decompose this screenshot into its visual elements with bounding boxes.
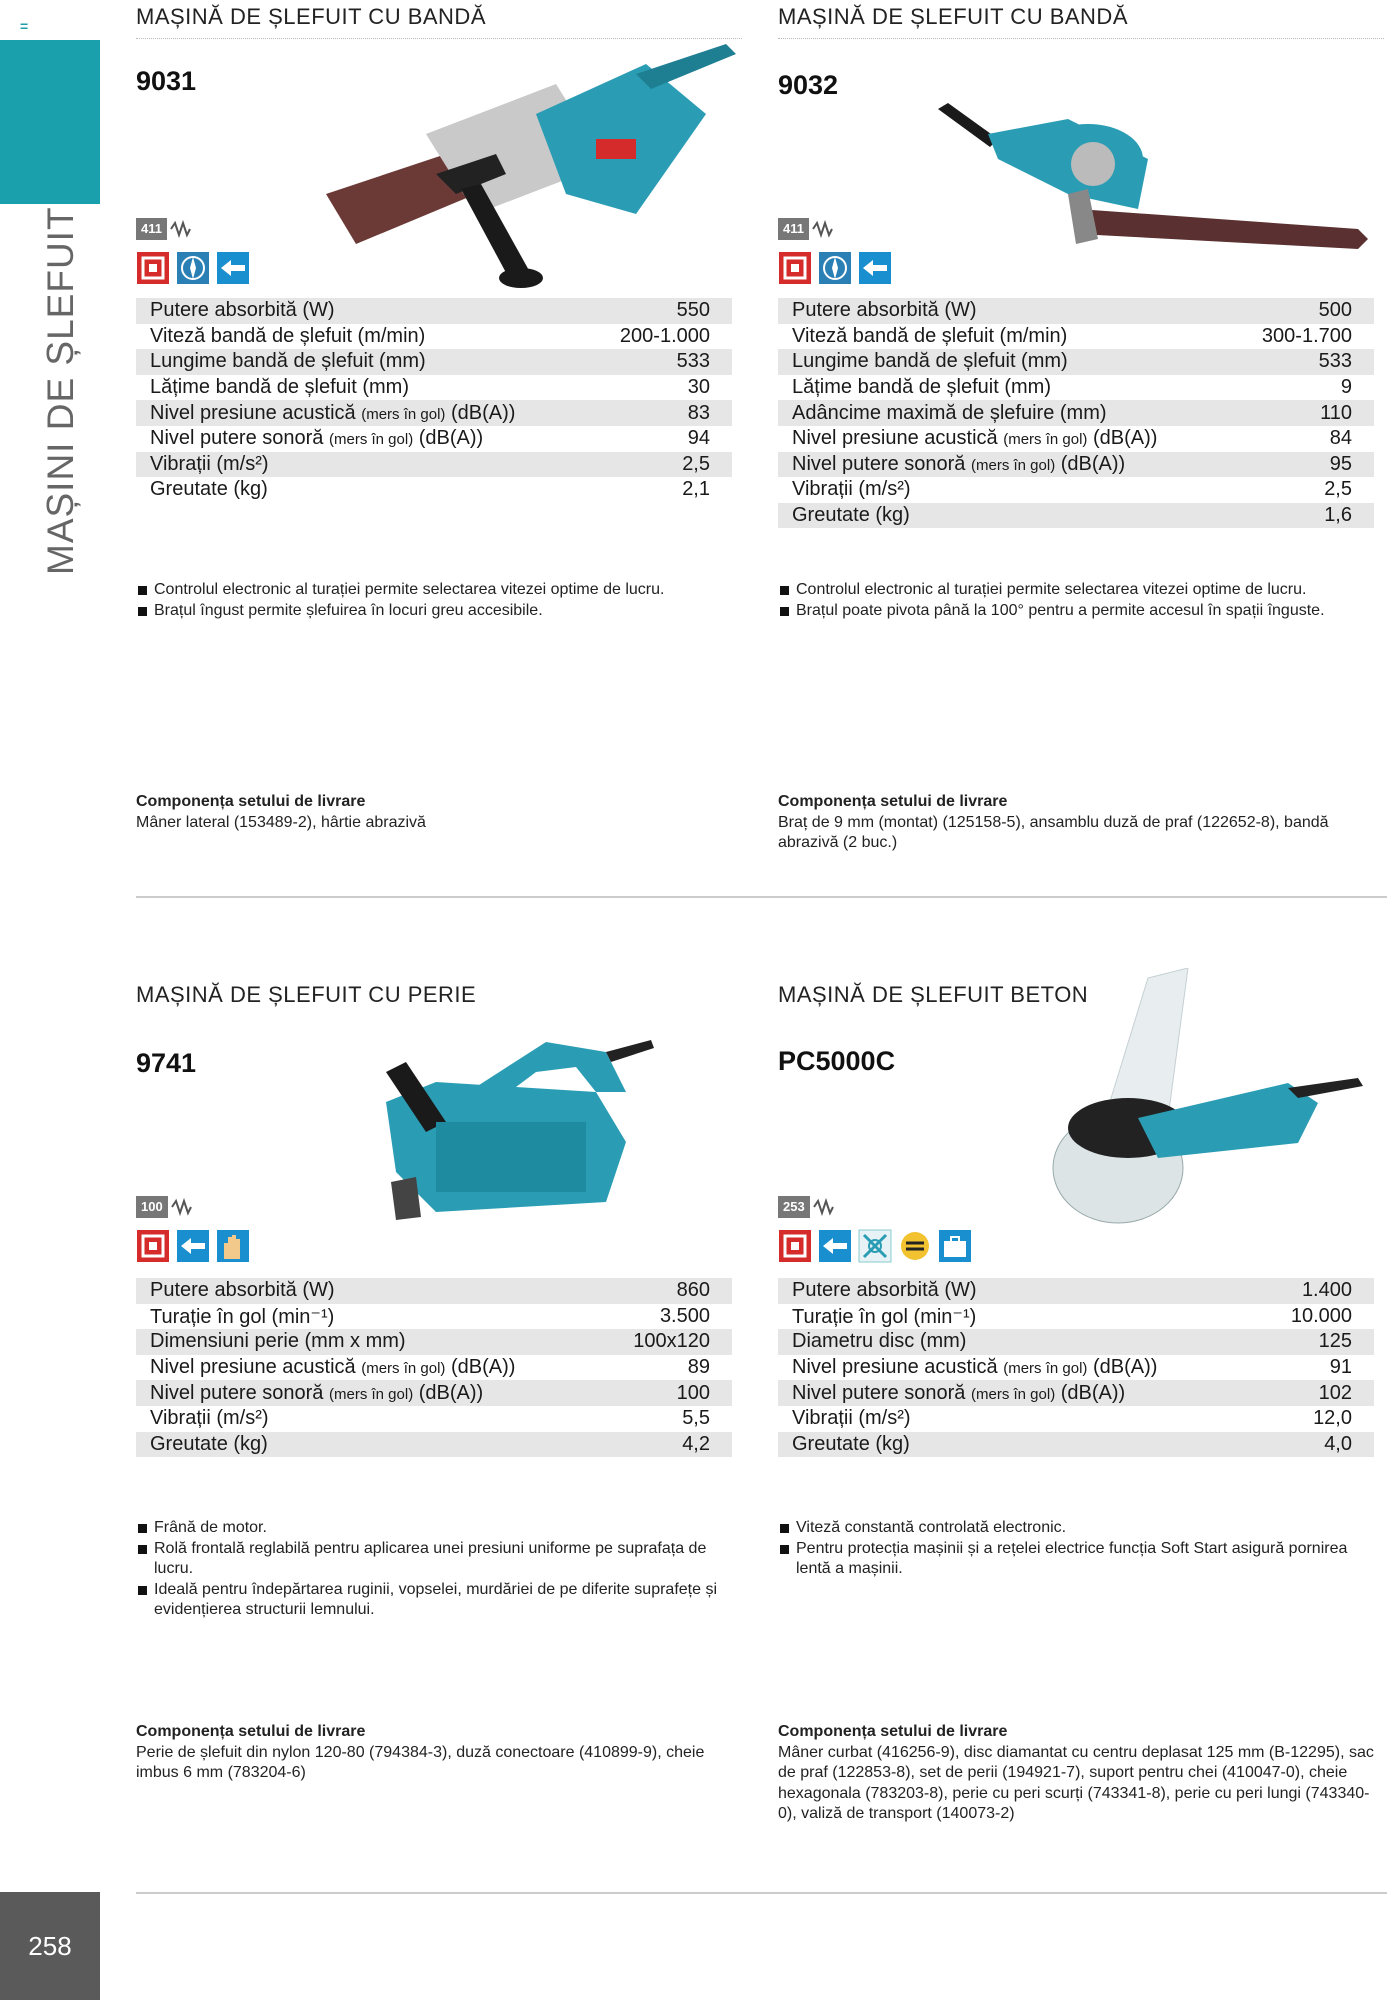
badge-number: 253 (778, 1196, 810, 1218)
badge-number: 411 (136, 218, 167, 240)
spec-row (136, 452, 732, 478)
fan-icon (818, 251, 852, 285)
spec-label: Dimensiuni perie (mm x mm) (150, 1330, 406, 1353)
feature-bullet: Rolă frontală reglabilă pentru aplicarea unei presiuni uniforme pe suprafața de lucru. (136, 1539, 742, 1580)
spec-row (778, 477, 1374, 503)
spec-table (778, 298, 1374, 528)
feature-bullet: Frână de motor. (136, 1518, 742, 1539)
spec-label: Vibrații (m/s²) (792, 478, 911, 501)
spec-label: Nivel presiune acustică (mers în gol) (dB(A)) (150, 1356, 516, 1379)
product-model: 9032 (778, 70, 839, 100)
spec-value: 94 (687, 427, 710, 450)
soft-start-icon (898, 1229, 932, 1263)
feature-bullet: Ideală pentru îndepărtarea ruginii, vopselei, murdăriei de pe diferite suprafețe și evidențierea structurii lemnului. (136, 1580, 742, 1621)
supply-text: Mâner lateral (153489-2), hârtie abrazivă (136, 813, 426, 831)
product-card-pc5000c (778, 982, 1384, 1942)
product-card-9031 (136, 4, 742, 964)
spec-value: 1,6 (1324, 504, 1352, 527)
spec-label: Putere absorbită (W) (150, 1279, 335, 1302)
vibration-icon (811, 219, 833, 239)
spec-row (778, 503, 1374, 529)
spec-row (136, 1380, 732, 1406)
feature-icons (778, 251, 892, 285)
spec-label: Putere absorbită (W) (792, 1279, 977, 1302)
supply-contents (778, 1722, 1384, 1825)
spec-value: 89 (687, 1356, 710, 1379)
spec-label: Nivel putere sonoră (mers în gol) (dB(A)) (150, 1381, 484, 1404)
spec-value: 2,5 (1324, 478, 1352, 501)
spec-value: 860 (676, 1279, 710, 1302)
supply-contents (136, 1722, 742, 1784)
section-divider (136, 896, 1387, 898)
supply-text: Mâner curbat (416256-9), disc diamantat cu centru deplasat 125 mm (B-12295), sac de praf (122853-8), set de perii (194921-7), suport pentru chei (410047-0), cheie hexagonala (783203-8), perie cu peri scurți (743341-8), perie cu peri lungi (743340-0), valiză de transport (140073-2) (778, 1743, 1374, 1822)
category-tab (0, 40, 100, 204)
spec-value: 102 (1318, 1381, 1352, 1404)
spec-row (136, 477, 732, 503)
spec-row (778, 1432, 1374, 1458)
section-divider (136, 1892, 1387, 1894)
vibration-icon (169, 219, 191, 239)
spec-row (136, 1355, 732, 1381)
speed-control-icon (176, 1229, 210, 1263)
spec-label: Nivel presiune acustică (mers în gol) (dB(A)) (792, 1356, 1158, 1379)
feature-bullet: Pentru protecția mașinii și a rețelei electrice funcția Soft Start asigură pornirea lentă a mașinii. (778, 1539, 1384, 1580)
supply-text: Braț de 9 mm (montat) (125158-5), ansamblu duză de praf (122652-8), bandă abrazivă (2 buc.) (778, 813, 1329, 851)
spec-value: 4,2 (682, 1432, 710, 1455)
double-insulation-icon (136, 1229, 170, 1263)
supply-title: Componența setului de livrare (136, 1723, 366, 1740)
spec-row (136, 298, 732, 324)
product-title: MAȘINĂ DE ȘLEFUIT CU BANDĂ (136, 4, 486, 29)
title-divider (136, 38, 742, 39)
spec-label: Nivel putere sonoră (mers în gol) (dB(A)) (792, 1381, 1126, 1404)
double-insulation-icon (778, 1229, 812, 1263)
spec-row (136, 349, 732, 375)
spec-label: Greutate (kg) (150, 478, 268, 501)
spec-row (778, 1329, 1374, 1355)
spec-row (778, 324, 1374, 350)
spec-value: 100 (676, 1381, 710, 1404)
feature-icons (136, 1229, 250, 1263)
spec-row (136, 1432, 732, 1458)
carry-case-icon (938, 1229, 972, 1263)
belt-sander-9032-image (938, 99, 1378, 259)
double-insulation-icon (778, 251, 812, 285)
product-card-9741 (136, 982, 742, 1942)
spec-label: Vibrații (m/s²) (150, 452, 269, 475)
spec-row (778, 400, 1374, 426)
spec-value: 533 (1318, 350, 1352, 373)
spec-value: 9 (1340, 376, 1352, 399)
speed-control-icon (858, 251, 892, 285)
spec-row (778, 349, 1374, 375)
spec-row (136, 1304, 732, 1330)
spec-row (136, 375, 732, 401)
spec-label: Turație în gol (min⁻¹) (792, 1305, 977, 1328)
feature-list (136, 580, 742, 621)
badge (778, 1196, 834, 1218)
spec-value: 83 (687, 401, 710, 424)
spec-value: 4,0 (1324, 1432, 1352, 1455)
spec-label: Greutate (kg) (792, 504, 910, 527)
spec-value: 1.400 (1301, 1279, 1352, 1302)
spec-table (136, 298, 732, 503)
page-number: 258 (0, 1892, 100, 2000)
badge (778, 218, 833, 240)
spec-row (778, 452, 1374, 478)
spec-value: 30 (687, 376, 710, 399)
feature-bullet: Brațul îngust permite șlefuirea în locuri greu accesibile. (136, 601, 742, 622)
spec-label: Viteză bandă de șlefuit (m/min) (792, 324, 1068, 347)
dust-extraction-icon (858, 1229, 892, 1263)
feature-icons (778, 1229, 972, 1263)
spec-value: 5,5 (682, 1407, 710, 1430)
product-model: 9741 (136, 1048, 197, 1078)
spec-label: Nivel presiune acustică (mers în gol) (dB(A)) (792, 427, 1158, 450)
product-model: 9031 (136, 66, 197, 96)
badge-number: 100 (136, 1196, 168, 1218)
feature-bullet: Controlul electronic al turației permite selectarea vitezei optime de lucru. (136, 580, 742, 601)
spec-label: Nivel presiune acustică (mers în gol) (dB(A)) (150, 401, 516, 424)
spec-label: Adâncime maximă de șlefuire (mm) (792, 401, 1107, 424)
spec-label: Viteză bandă de șlefuit (m/min) (150, 324, 426, 347)
spec-label: Vibrații (m/s²) (792, 1407, 911, 1430)
spec-value: 100x120 (633, 1330, 710, 1353)
double-insulation-icon (136, 251, 170, 285)
spec-value: 84 (1329, 427, 1352, 450)
feature-list (778, 1518, 1384, 1580)
spec-row (136, 1329, 732, 1355)
spec-row (778, 426, 1374, 452)
spec-label: Vibrații (m/s²) (150, 1407, 269, 1430)
spec-table (136, 1278, 732, 1457)
spec-row (778, 1278, 1374, 1304)
spec-row (778, 1304, 1374, 1330)
title-divider (778, 38, 1384, 39)
brush-sander-9741-image (376, 1032, 656, 1222)
speed-control-icon (216, 251, 250, 285)
badge-number: 411 (778, 218, 809, 240)
product-title: MAȘINĂ DE ȘLEFUIT BETON (778, 982, 1089, 1007)
spec-row (778, 1406, 1374, 1432)
badge (136, 218, 191, 240)
spec-label: Lățime bandă de șlefuit (mm) (792, 376, 1052, 399)
spec-value: 200-1.000 (619, 324, 710, 347)
supply-text: Perie de șlefuit din nylon 120-80 (794384-3), duză conectoare (410899-9), cheie imbus 6 mm (783204-6) (136, 1743, 705, 1781)
spec-value: 95 (1329, 452, 1352, 475)
spec-value: 550 (676, 299, 710, 322)
supply-contents (778, 792, 1384, 854)
feature-bullet: Viteză constantă controlată electronic. (778, 1518, 1384, 1539)
spec-label: Greutate (kg) (150, 1432, 268, 1455)
spec-row (778, 1355, 1374, 1381)
spec-row (136, 400, 732, 426)
spec-value: 533 (676, 350, 710, 373)
spec-row (778, 375, 1374, 401)
spec-value: 3.500 (659, 1304, 710, 1327)
spec-value: 12,0 (1313, 1407, 1352, 1430)
product-model: PC5000C (778, 1046, 896, 1076)
spec-value: 10.000 (1290, 1304, 1352, 1327)
spec-table (778, 1278, 1374, 1457)
spec-label: Lungime bandă de șlefuit (mm) (150, 350, 426, 373)
menu-mark: = (20, 18, 29, 34)
category-label: MAȘINI DE ȘLEFUIT (40, 206, 81, 575)
supply-contents (136, 792, 742, 833)
spec-label: Greutate (kg) (792, 1432, 910, 1455)
spec-row (136, 1278, 732, 1304)
spec-value: 2,5 (682, 452, 710, 475)
spec-value: 300-1.700 (1261, 324, 1352, 347)
spec-row (136, 324, 732, 350)
spec-value: 110 (1320, 401, 1352, 424)
spec-value: 91 (1329, 1356, 1352, 1379)
supply-title: Componența setului de livrare (778, 793, 1008, 810)
fan-icon (176, 251, 210, 285)
feature-list (778, 580, 1384, 621)
speed-control-icon (818, 1229, 852, 1263)
product-card-9032 (778, 4, 1384, 964)
product-title: MAȘINĂ DE ȘLEFUIT CU BANDĂ (778, 4, 1128, 29)
feature-bullet: Brațul poate pivota până la 100° pentru a permite accesul în spații înguste. (778, 601, 1384, 622)
spec-label: Turație în gol (min⁻¹) (150, 1305, 335, 1328)
feature-bullet: Controlul electronic al turației permite selectarea vitezei optime de lucru. (778, 580, 1384, 601)
spec-row (136, 1406, 732, 1432)
spec-label: Lungime bandă de șlefuit (mm) (792, 350, 1068, 373)
concrete-grinder-pc5000c-image (1048, 968, 1368, 1248)
hand-grip-icon (216, 1229, 250, 1263)
spec-row (136, 426, 732, 452)
spec-row (778, 298, 1374, 324)
spec-value: 125 (1318, 1330, 1352, 1353)
feature-icons (136, 251, 250, 285)
badge (136, 1196, 192, 1218)
spec-label: Lățime bandă de șlefuit (mm) (150, 376, 410, 399)
product-title: MAȘINĂ DE ȘLEFUIT CU PERIE (136, 982, 477, 1007)
vibration-icon (812, 1197, 834, 1217)
spec-value: 2,1 (682, 478, 710, 501)
spec-value: 500 (1318, 299, 1352, 322)
spec-label: Nivel putere sonoră (mers în gol) (dB(A)) (150, 427, 484, 450)
supply-title: Componența setului de livrare (136, 793, 366, 810)
spec-label: Nivel putere sonoră (mers în gol) (dB(A)) (792, 452, 1126, 475)
spec-label: Putere absorbită (W) (792, 299, 977, 322)
belt-sander-9031-image (306, 44, 746, 294)
supply-title: Componența setului de livrare (778, 1723, 1008, 1740)
spec-label: Putere absorbită (W) (150, 299, 335, 322)
spec-label: Diametru disc (mm) (792, 1330, 967, 1353)
feature-list (136, 1518, 742, 1621)
spec-row (778, 1380, 1374, 1406)
vibration-icon (170, 1197, 192, 1217)
